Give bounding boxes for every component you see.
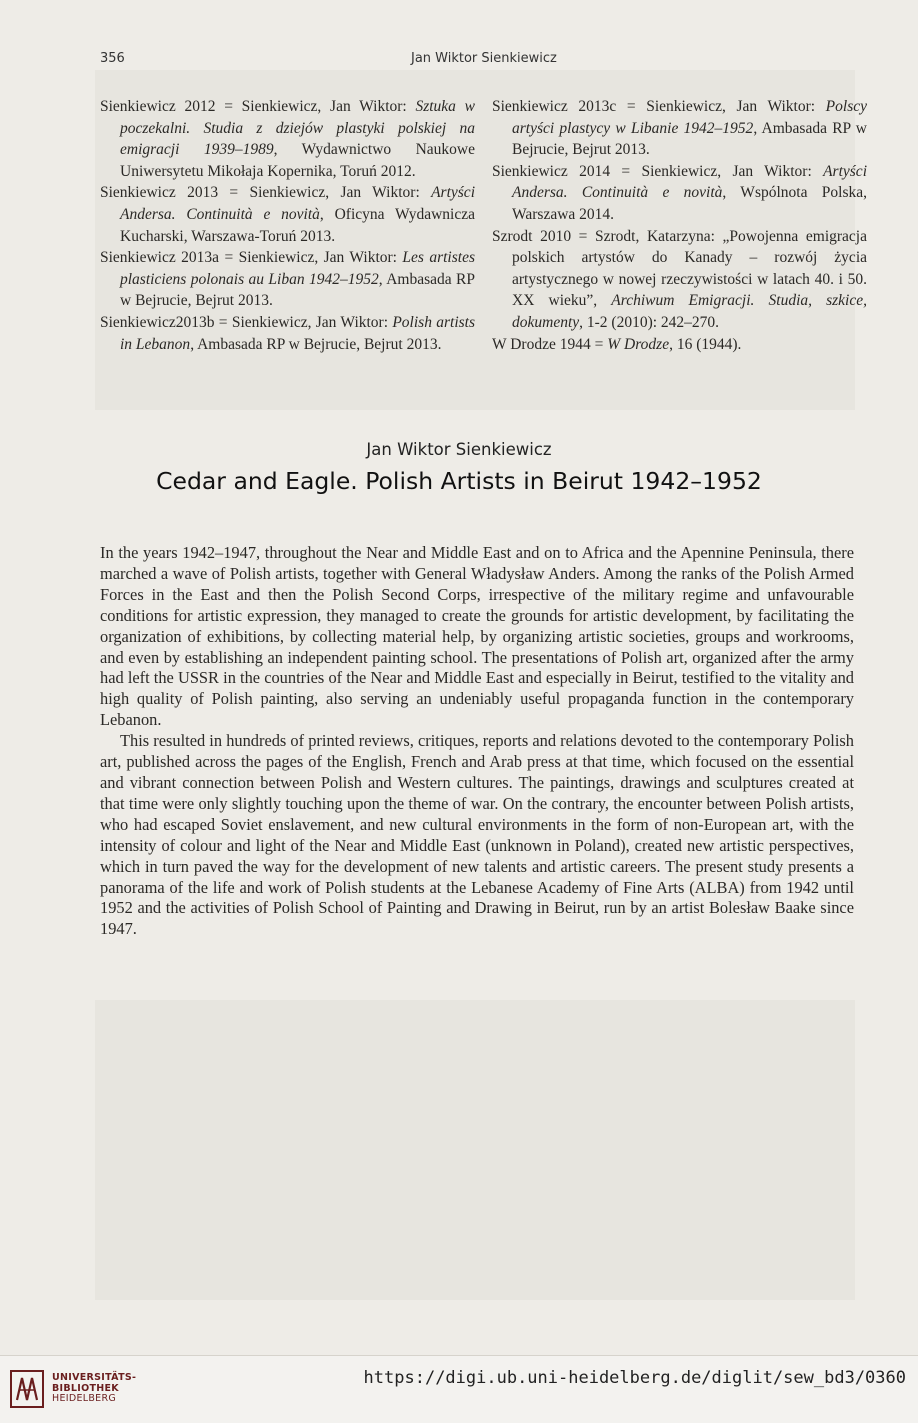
bib-entry: Sienkiewicz 2013a = Sienkiewicz, Jan Wiktor: Les artistes plasticiens polonais au Liban 1942–1952, Ambasada RP w Bejrucie, Bejrut 2013. bbox=[100, 249, 476, 310]
bib-entry: Sienkiewicz 2014 = Sienkiewicz, Jan Wiktor: Artyści Andersa. Continuità e novità, Wspólnota Polska, Warszawa 2014. bbox=[492, 162, 867, 223]
abstract-paragraph: This resulted in hundreds of printed reviews, critiques, reports and relations devoted to the contemporary Polish art, published across the pages of the English, French and Arab press at that time, which focused on the essential and vibrant connection between Polish and Western cultures. The paintings, drawings and sculptures created at that time were only slightly touching upon the theme of war. On the contrary, the encounter between Polish artists, who had escaped Soviet enslavement, and new cultural environments in the form of non-European art, with the intensity of colour and light of the Near and Middle East (unknown in Poland), created new artistic perspectives, which in turn paved the way for the development of new talents and artistic careers. The present study presents a panorama of the life and work of Polish students at the Lebanese Academy of Fine Arts (ALBA) from 1942 until 1952 and the activities of Polish School of Painting and Drawing in Beirut, run by an artist Bolesław Baake since 1947. bbox=[100, 731, 854, 939]
permalink-url[interactable]: https://digi.ub.uni-heidelberg.de/diglit/sew_bd3/0360 bbox=[363, 1368, 906, 1388]
viewer-footer bbox=[0, 1355, 918, 1423]
abstract-paragraph: In the years 1942–1947, throughout the Near and Middle East and on to Africa and the Apennine Peninsula, there marched a wave of Polish artists, together with General Władysław Anders. Among the ranks of the Polish Armed Forces in the East and then the Polish Second Corps, irrespective of the military regime and unfavourable conditions for artistic expression, they managed to create the grounds for artistic development, by facilitating the organization of exhibitions, by collecting material help, by organizing artistic societies, groups and workrooms, and even by establishing an independent painting school. The presentations of Polish art, organized after the army had left the USSR in the countries of the Near and Middle East and especially in Beirut, testified to the vitality and high quality of Polish painting, also serving an undeniably useful propaganda function in the contemporary Lebanon. bbox=[100, 543, 854, 730]
article-title: Cedar and Eagle. Polish Artists in Beirut 1942–1952 bbox=[156, 467, 762, 495]
page-number: 356 bbox=[100, 51, 125, 66]
university-library-logo-icon bbox=[10, 1370, 44, 1408]
library-logo-text: UNIVERSITÄTS- BIBLIOTHEK HEIDELBERG bbox=[52, 1372, 137, 1404]
article-author: Jan Wiktor Sienkiewicz bbox=[366, 440, 552, 459]
running-head: Jan Wiktor Sienkiewicz bbox=[411, 51, 557, 66]
abstract-body bbox=[100, 543, 854, 940]
bib-entry: W Drodze 1944 = W Drodze, 16 (1944). bbox=[492, 335, 742, 353]
bib-entry: Sienkiewicz2013b = Sienkiewicz, Jan Wiktor: Polish artists in Lebanon, Ambasada RP w Bejrucie, Bejrut 2013. bbox=[100, 313, 476, 353]
bib-entry: Szrodt 2010 = Szrodt, Katarzyna: „Powojenna emigracja polskich artystów do Kanady – rozwój życia artystycznego w nowej rzeczywistości w latach 40. i 50. XX wieku”, Archiwum Emigracji. Studia, szkice, dokumenty, 1-2 (2010): 242–270. bbox=[492, 227, 867, 331]
bibliography-left-column bbox=[100, 96, 475, 355]
bleed-through-bottom bbox=[95, 1000, 855, 1300]
bib-entry: Sienkiewicz 2013c = Sienkiewicz, Jan Wiktor: Polscy artyści plastycy w Libanie 1942–1952, Ambasada RP w Bejrucie, Bejrut 2013. bbox=[492, 98, 867, 159]
bib-entry: Sienkiewicz 2012 = Sienkiewicz, Jan Wiktor: Sztuka w poczekalni. Studia z dziejów plastyki polskiej na emigracji 1939–1989, Wydawnictwo Naukowe Uniwersytetu Mikołaja Kopernika, Toruń 2012. bbox=[100, 98, 476, 180]
bib-entry: Sienkiewicz 2013 = Sienkiewicz, Jan Wiktor: Artyści Andersa. Continuità e novità, Oficyna Wydawnicza Kucharski, Warszawa-Toruń 2013. bbox=[100, 184, 476, 245]
bibliography-right-column bbox=[492, 96, 867, 355]
